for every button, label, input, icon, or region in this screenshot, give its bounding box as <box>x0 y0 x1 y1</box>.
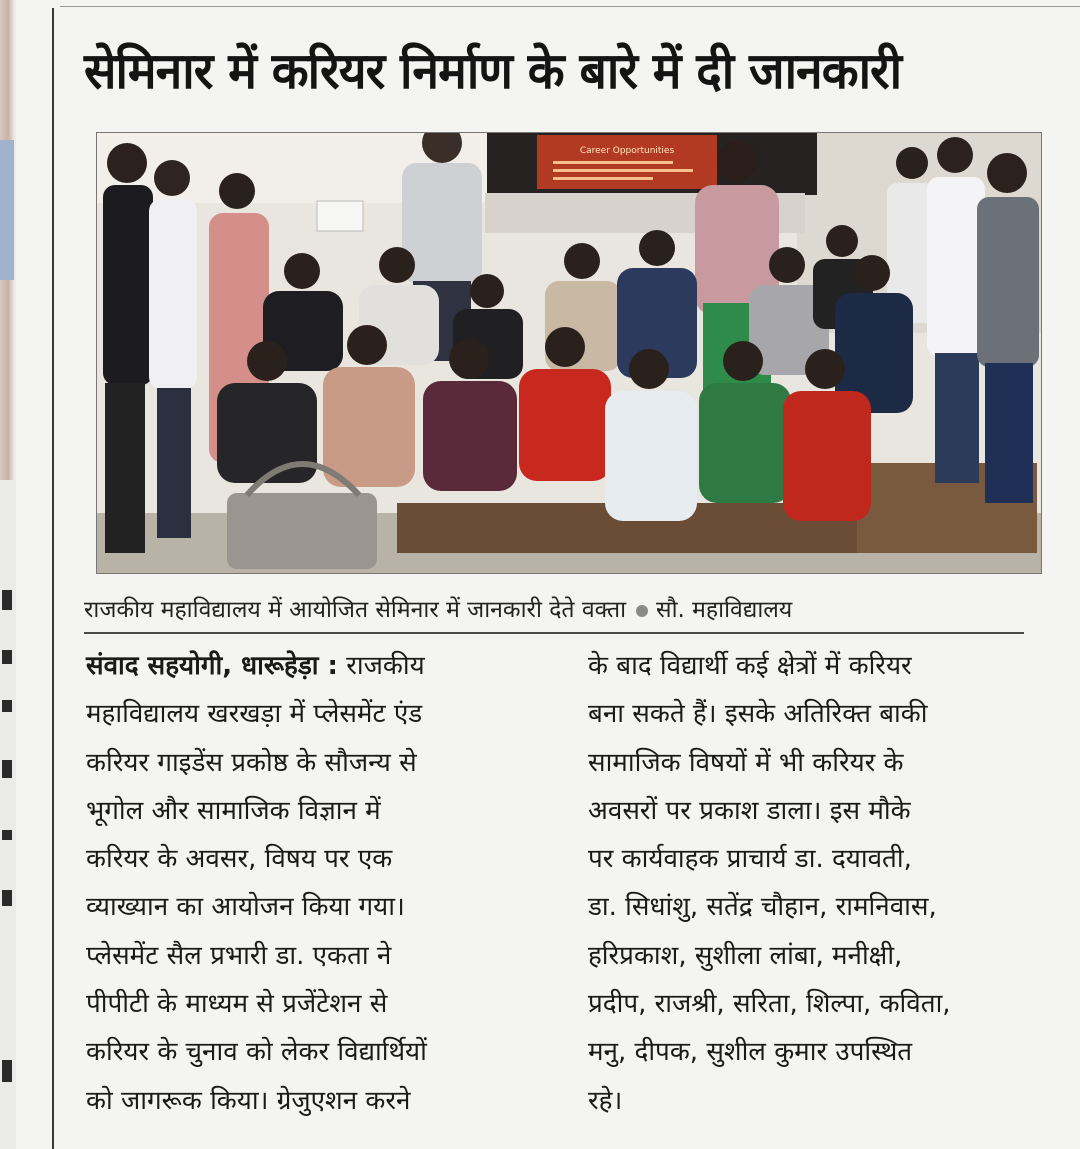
handbag <box>227 493 377 569</box>
body-line: को जागरूक किया। ग्रेजुएशन करने <box>86 1085 411 1116</box>
adjacent-photo-fragment <box>0 0 14 480</box>
body-line: महाविद्यालय खरखड़ा में प्लेसमेंट एंड <box>86 699 423 730</box>
news-photo <box>96 132 1042 574</box>
body-line: प्लेसमेंट सैल प्रभारी डा. एकता ने <box>86 940 392 971</box>
body-column-right <box>588 642 1058 1125</box>
adjacent-text-fragment <box>2 1060 12 1082</box>
adjacent-photo-band <box>0 140 14 280</box>
body-line <box>86 642 546 690</box>
body-line: प्रदीप, राजश्री, सरिता, शिल्पा, कविता, <box>588 989 951 1020</box>
body-line: पर कार्यवाहक प्राचार्य डा. दयावती, <box>588 844 912 875</box>
column-rule <box>52 8 54 1149</box>
caption-text: राजकीय महाविद्यालय में आयोजित सेमिनार में जानकारी देते वक्ता <box>84 597 627 623</box>
body-column-left <box>86 642 546 1125</box>
body-line: करियर के अवसर, विषय पर एक <box>86 844 393 875</box>
body-line: मनु, दीपक, सुशील कुमार उपस्थित <box>588 1037 913 1068</box>
adjacent-text-fragment <box>2 590 12 610</box>
body-line: करियर गाइडेंस प्रकोष्ठ के सौजन्य से <box>86 747 417 778</box>
adjacent-text-fragment <box>2 830 12 840</box>
slide-title: Career Opportunities <box>579 146 675 156</box>
caption-rule <box>84 632 1024 634</box>
adjacent-text-fragment <box>2 650 12 664</box>
group-photo-illustration <box>97 133 1041 573</box>
body-line: व्याख्यान का आयोजन किया गया। <box>86 892 405 923</box>
body-line: पीपीटी के माध्यम से प्रजेंटेशन से <box>86 989 388 1020</box>
body-line: अवसरों पर प्रकाश डाला। इस मौके <box>588 795 911 826</box>
caption-credit: सौ. महाविद्यालय <box>656 597 793 623</box>
top-rule <box>60 6 1080 7</box>
photo-caption <box>84 590 1044 630</box>
adjacent-text-fragment <box>2 890 12 906</box>
body-line: बना सकते हैं। इसके अतिरिक्त बाकी <box>588 699 928 730</box>
body-line: के बाद विद्यार्थी कई क्षेत्रों में करियर <box>588 651 912 681</box>
body-text: राजकीय <box>346 651 425 681</box>
body-line: सामाजिक विषयों में भी करियर के <box>588 747 904 778</box>
body-line: डा. सिधांशु, सतेंद्र चौहान, रामनिवास, <box>588 892 937 923</box>
dateline: संवाद सहयोगी, धारूहेड़ा : <box>86 651 338 681</box>
switchboard <box>317 201 363 231</box>
headline: सेमिनार में करियर निर्माण के बारे में दी जानकारी <box>84 42 902 100</box>
body-line: रहे। <box>588 1085 623 1116</box>
bullet-dot-icon <box>636 605 648 617</box>
adjacent-text-fragment <box>2 760 12 778</box>
adjacent-text-fragment <box>2 700 12 712</box>
body-line: करियर के चुनाव को लेकर विद्यार्थियों <box>86 1037 427 1068</box>
body-line: हरिप्रकाश, सुशीला लांबा, मनीक्षी, <box>588 940 903 971</box>
body-line: भूगोल और सामाजिक विज्ञान में <box>86 795 381 826</box>
